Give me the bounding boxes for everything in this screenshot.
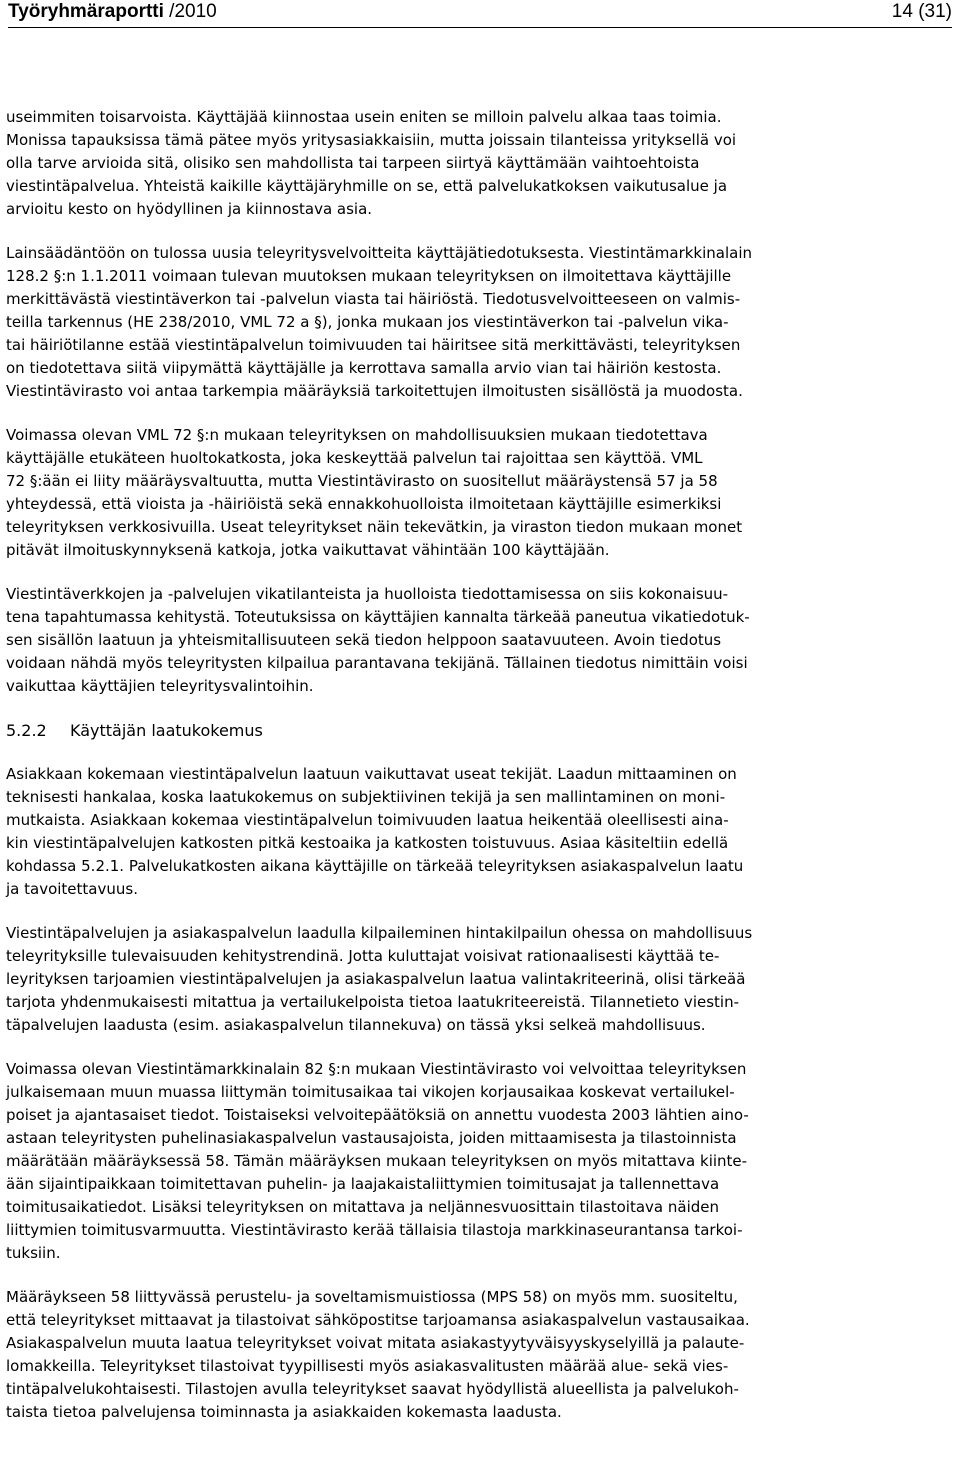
paragraph — [6, 763, 952, 901]
text-line: voidaan nähdä myös teleyritysten kilpailua parantavana tekijänä. Tällainen tiedotus nimittäin voisi — [6, 654, 748, 672]
text-line: kin viestintäpalvelujen katkosten pitkä kestoaika ja katkosten toistuvuus. Asiaa käsiteltiin edellä — [6, 834, 729, 852]
text-line: on tiedotettava siitä viipymättä käyttäjälle ja kerrottava samalla arvio vian tai häiriön kestosta. — [6, 359, 722, 377]
text-line: tintäpalvelukohtaisesti. Tilastojen avulla teleyritykset saavat hyödyllistä alueellista ja palvelukoh- — [6, 1380, 739, 1398]
text-line: tena tapahtumassa kehitystä. Toteutuksissa on käyttäjien kannalta tärkeää paneutua vikatiedotuk- — [6, 608, 750, 626]
text-line: määrätään määräyksessä 58. Tämän määräyksen mukaan teleyrityksen on myös mitattava kiinte- — [6, 1152, 748, 1170]
section-title: Käyttäjän laatukokemus — [70, 721, 263, 740]
text-line: lomakkeilla. Teleyritykset tilastoivat tyypillisesti myös asiakasvalitusten määrää alue- sekä vies- — [6, 1357, 729, 1375]
text-line: tuksiin. — [6, 1244, 61, 1262]
text-line: tarjota yhdenmukaisesti mitattua ja vertailukelpoista tietoa laatukriteereistä. Tilannetieto viestin- — [6, 993, 739, 1011]
text-line: Viestintäverkkojen ja -palvelujen vikatilanteista ja huolloista tiedottamisessa on siis kokonaisuu- — [6, 585, 729, 603]
text-line: Lainsäädäntöön on tulossa uusia teleyritysvelvoitteita käyttäjätiedotuksesta. Viestintämarkkinalain — [6, 244, 753, 262]
document-body — [6, 106, 952, 1445]
paragraph — [6, 1058, 952, 1265]
text-line: ään sijaintipaikkaan toimitettavan puhelin- ja laajakaistaliittymien toimitusajat ja tallennettava — [6, 1175, 720, 1193]
paragraph — [6, 106, 952, 221]
report-title — [8, 0, 217, 24]
text-line: ja tavoitettavuus. — [6, 880, 138, 898]
text-line: Asiakaspalvelun muuta laatua teleyritykset voivat mitata asiakastyytyväisyyskyselyillä ja palaute- — [6, 1334, 745, 1352]
text-line: Määräykseen 58 liittyvässä perustelu- ja soveltamismuistiossa (MPS 58) on myös mm. suositeltu, — [6, 1288, 738, 1306]
text-line: arvioitu kesto on hyödyllinen ja kiinnostava asia. — [6, 200, 373, 218]
text-line: 72 §:ään ei liity määräysvaltuutta, mutta Viestintävirasto on suositellut määräystensä 57 ja 58 — [6, 472, 718, 490]
text-line: kohdassa 5.2.1. Palvelukatkosten aikana käyttäjille on tärkeää teleyrityksen asiakaspalvelun laatu — [6, 857, 744, 875]
text-line: sen sisällön laatuun ja yhteismitallisuuteen sekä tiedon helppoon saatavuuteen. Avoin tiedotus — [6, 631, 722, 649]
text-line: toimitusaikatiedot. Lisäksi teleyrityksen on mitattava ja neljännesvuosittain tilastoitava näiden — [6, 1198, 719, 1216]
text-line: viestintäpalvelua. Yhteistä kaikille käyttäjäryhmille on se, että palvelukatkoksen vaikutusalue ja — [6, 177, 728, 195]
text-line: käyttäjälle etukäteen huoltokatkosta, joka keskeyttää palvelun tai rajoittaa sen käyttöä. VML — [6, 449, 703, 467]
page-number: 14 (31) — [891, 1, 952, 22]
text-line: useimmiten toisarvoista. Käyttäjää kiinnostaa usein eniten se milloin palvelu alkaa taas toimia. — [6, 108, 722, 126]
text-line: poiset ja ajantasaiset tiedot. Toistaiseksi velvoitepäätöksiä on annettu vuodesta 2003 lähtien aino- — [6, 1106, 749, 1124]
paragraph — [6, 922, 952, 1037]
text-line: pitävät ilmoituskynnyksenä katkoja, jotka vaikuttavat vähintään 100 käyttäjään. — [6, 541, 610, 559]
text-line: teleyrityksen verkkosivuilla. Useat teleyritykset näin tekevätkin, ja viraston tiedon mukaan monet — [6, 518, 743, 536]
text-line: mutkaista. Asiakkaan kokemaa viestintäpalvelun toimivuuden laatua heikentää oleellisesti aina- — [6, 811, 729, 829]
text-line: että teleyritykset mittaavat ja tilastoivat sähköpostitse tarjoamansa asiakaspalvelun vastausaikaa. — [6, 1311, 750, 1329]
text-line: yhteydessä, että vioista ja -häiriöistä sekä ennakkohuolloista ilmoitetaan käyttäjille esimerkiksi — [6, 495, 722, 513]
paragraph — [6, 1286, 952, 1424]
paragraph — [6, 242, 952, 403]
header-rule — [8, 27, 952, 28]
text-line: vaikuttaa käyttäjien teleyritysvalintoihin. — [6, 677, 314, 695]
text-line: 128.2 §:n 1.1.2011 voimaan tulevan muutoksen mukaan teleyrityksen on ilmoitettava käyttäjille — [6, 267, 732, 285]
text-line: teknisesti hankalaa, koska laatukokemus on subjektiivinen tekijä ja sen mallintaminen on moni- — [6, 788, 726, 806]
paragraph — [6, 583, 952, 698]
report-title-bold: Työryhmäraportti — [8, 1, 164, 22]
text-line: taista tietoa palvelujensa toiminnasta ja asiakkaiden kokemasta laadusta. — [6, 1403, 562, 1421]
text-line: Viestintävirasto voi antaa tarkempia määräyksiä tarkoitettujen ilmoitusten sisällöstä ja muodosta. — [6, 382, 743, 400]
text-line: liittymien toimitusvarmuutta. Viestintävirasto kerää tällaisia tilastoja markkinaseurantansa tarkoi- — [6, 1221, 743, 1239]
text-line: olla tarve arvioida sitä, olisiko sen mahdollista tai tarpeen siirtyä käyttämään vaihtoehtoista — [6, 154, 700, 172]
page-header — [8, 0, 952, 28]
text-line: täpalvelujen laadusta (esim. asiakaspalvelun tilannekuva) on tässä yksi selkeä mahdollisuus. — [6, 1016, 706, 1034]
text-line: Monissa tapauksissa tämä pätee myös yritysasiakkaisiin, mutta joissain tilanteissa yrityksellä voi — [6, 131, 737, 149]
paragraph — [6, 424, 952, 562]
text-line: Viestintäpalvelujen ja asiakaspalvelun laadulla kilpaileminen hintakilpailun ohessa on mahdollisuus — [6, 924, 753, 942]
text-line: teilla tarkennus (HE 238/2010, VML 72 a §), jonka mukaan jos viestintäverkon tai -palvelun vika- — [6, 313, 729, 331]
report-title-year: /2010 — [163, 1, 217, 22]
text-line: astaan teleyritysten puhelinasiakaspalvelun vastausajoista, joiden mittaamisesta ja tilastoinnista — [6, 1129, 737, 1147]
text-line: merkittävästä viestintäverkon tai -palvelun viasta tai häiriöstä. Tiedotusvelvoitteeseen on valmis- — [6, 290, 741, 308]
text-line: Voimassa olevan Viestintämarkkinalain 82 §:n mukaan Viestintävirasto voi velvoittaa teleyrityksen — [6, 1060, 747, 1078]
text-line: Asiakkaan kokemaan viestintäpalvelun laatuun vaikuttavat useat tekijät. Laadun mittaaminen on — [6, 765, 737, 783]
text-line: teleyrityksille tulevaisuuden kehitystrendinä. Jotta kuluttajat voisivat rationaalisesti käyttää te- — [6, 947, 720, 965]
section-number: 5.2.2 — [6, 721, 47, 740]
text-line: julkaisemaan muun muassa liittymän toimitusaikaa tai vikojen korjausaikaa koskevat vertailukel- — [6, 1083, 735, 1101]
text-line: Voimassa olevan VML 72 §:n mukaan teleyrityksen on mahdollisuuksien mukaan tiedotettava — [6, 426, 708, 444]
section-heading — [6, 719, 952, 742]
text-line: leyrityksen tarjoamien viestintäpalvelujen ja asiakaspalvelun laatua valintakriteerinä, olisi tärkeää — [6, 970, 746, 988]
text-line: tai häiriötilanne estää viestintäpalvelun toimivuuden tai häiritsee sitä merkittävästi, teleyrityksen — [6, 336, 741, 354]
